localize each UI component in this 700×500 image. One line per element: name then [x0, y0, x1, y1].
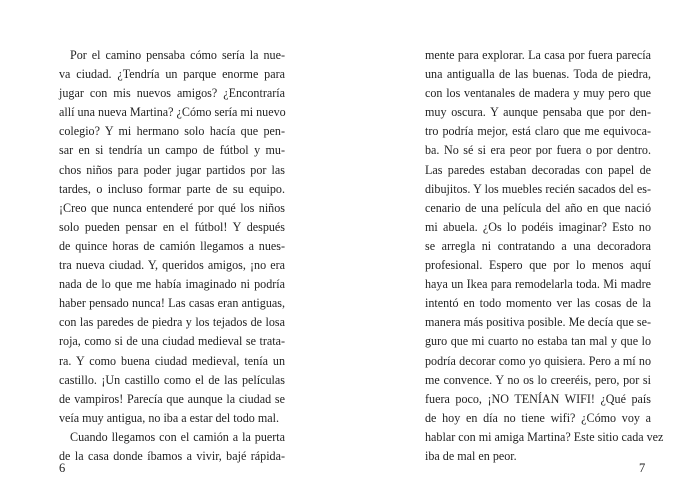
text-line: dibujitos. Y los muebles recién sacados del es-	[425, 181, 651, 196]
text-line: se arregla ni contratando a una decoradora	[425, 238, 651, 253]
text-line: de vampiros! Parecía que aunque la ciudad se	[59, 391, 285, 406]
text-line: intentó en todo momento ver las cosas de la	[425, 296, 651, 311]
text-line: podría decorar como yo quisiera. Pero a mí no	[425, 353, 651, 368]
text-line: veía muy antigua, no iba a estar del todo mal.	[59, 410, 279, 425]
text-line: Las paredes estaban decoradas con papel de	[425, 162, 651, 177]
text-line: muy oscura. Y aunque pensaba que por den-	[425, 105, 651, 120]
page-number: 7	[639, 461, 646, 475]
page-number: 6	[59, 461, 66, 475]
text-line: con los ventanales de madera y muy pero que	[425, 86, 651, 101]
text-line: hablar con mi amiga Martina? Este sitio cada vez	[425, 429, 664, 444]
text-line: sar en si tendría un campo de fútbol y mu-	[59, 143, 285, 158]
text-line: me convence. Y no os lo creeréis, pero, por si	[425, 372, 651, 387]
text-line: manera más positiva posible. Me decía que se-	[425, 315, 651, 330]
text-line: de la casa donde íbamos a vivir, bajé rápida-	[59, 448, 285, 463]
text-line: solo pueden pensar en el fútbol! Y después	[59, 219, 285, 234]
right-page	[350, 0, 700, 500]
text-line: una antigualla de las buenas. Toda de piedra,	[425, 67, 651, 82]
text-line: tra nueva ciudad. Y, queridos amigos, ¡no era	[59, 258, 285, 273]
text-line: ra. Y como buena ciudad medieval, tenía un	[59, 353, 285, 368]
text-line: con las paredes de piedra y los tejados de losa	[59, 315, 285, 330]
text-line: Cuando llegamos con el camión a la puerta	[70, 429, 285, 444]
right-page-text	[425, 46, 664, 466]
text-line: ba. No sé si era peor por fuera o por dentro.	[425, 143, 651, 158]
text-line: va ciudad. ¿Tendría un parque enorme para	[59, 67, 285, 82]
text-line: chos niños para poder jugar partidos por las	[59, 162, 285, 177]
text-line: haber pensado nunca! Las casas eran antiguas,	[59, 296, 285, 311]
left-page-text	[59, 46, 285, 466]
text-line: roja, como si de una ciudad medieval se trata-	[59, 334, 285, 349]
text-line: Por el camino pensaba cómo sería la nue-	[70, 48, 285, 62]
text-line: iba de mal en peor.	[425, 448, 517, 463]
text-line: de hoy en día no tiene wifi? ¿Cómo voy a	[425, 410, 651, 425]
text-line: haya un Ikea para remodelarla toda. Mi madre	[425, 277, 651, 292]
text-line: cenario de una película del año en que nació	[425, 200, 651, 215]
text-line: nada de lo que me había imaginado ni podría	[59, 277, 285, 292]
text-line: mente para explorar. La casa por fuera parecía	[425, 48, 651, 62]
text-line: profesional. Espero que por lo menos aquí	[425, 258, 651, 273]
text-line: castillo. ¡Un castillo como el de las películas	[59, 372, 285, 387]
text-line: jugar con mis nuevos amigos? ¿Encontraría	[59, 86, 285, 101]
text-line: fuera poco, ¡NO TENÍAN WIFI! ¿Qué país	[425, 391, 651, 406]
text-line: mi abuela. ¿Os lo podéis imaginar? Esto no	[425, 219, 651, 234]
text-line: guro que mi cuarto no estaba tan mal y que lo	[425, 334, 651, 349]
text-line: allí una nueva Martina? ¿Cómo sería mi nuevo	[59, 105, 286, 120]
text-line: tro podría mejor, está claro que me equivoca-	[425, 124, 651, 139]
text-line: ¡Creo que nunca entenderé por qué los niños	[59, 200, 285, 215]
text-line: colegio? Y mi hermano solo hacía que pen-	[59, 124, 285, 139]
text-line: de quince horas de camión llegamos a nues-	[59, 238, 285, 253]
text-line: tardes, o incluso formar parte de su equipo.	[59, 181, 285, 196]
